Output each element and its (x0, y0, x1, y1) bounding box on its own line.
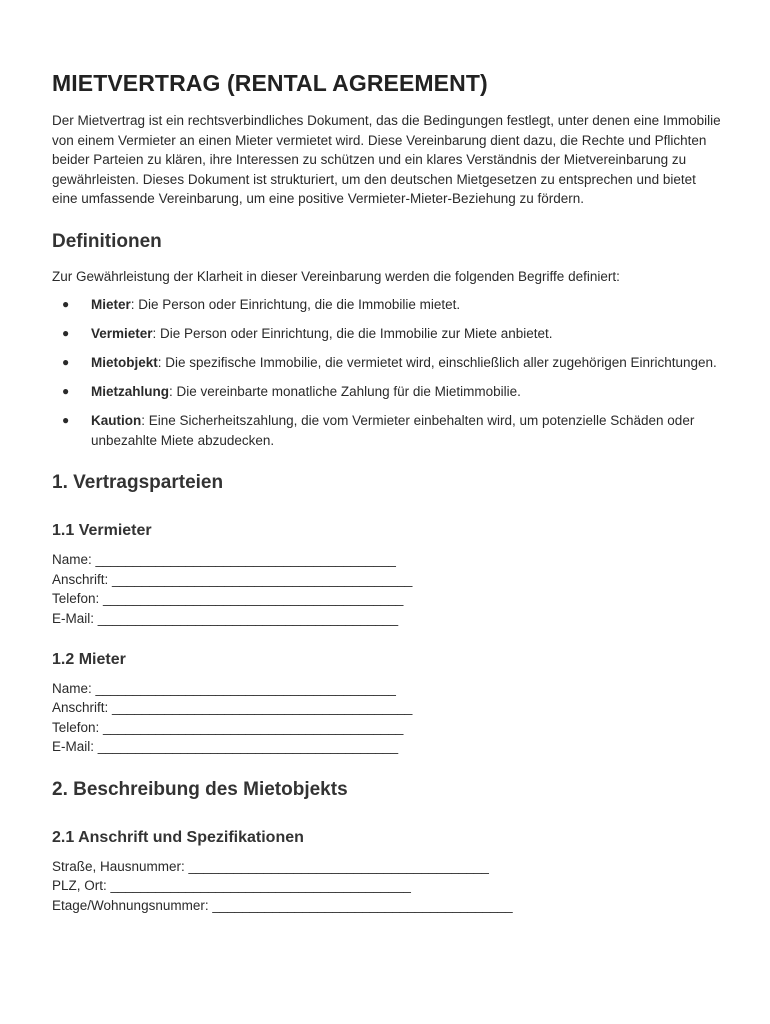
intro-paragraph: Der Mietvertrag ist ein rechtsverbindliches Dokument, das die Bedingungen festlegt, unter denen eine Immobilie von einem Vermieter an einen Mieter vermietet wird. Diese Vereinbarung dient dazu, die Rechte und Pflichten beider Parteien zu klären, ihre Interessen zu schützen und ein klares Verständnis der Mietvereinbarung zu gewährleisten. Dieses Dokument ist strukturiert, um den deutschen Mietgesetzen zu entsprechen und bietet eine umfassende Vereinbarung, um eine positive Vermieter-Mieter-Beziehung zu fördern. (52, 113, 721, 207)
section1-heading: 1. Vertragsparteien (52, 472, 224, 494)
definition-term: Kaution (91, 412, 142, 428)
definition-item (52, 295, 721, 315)
definition-text: : Die spezifische Immobilie, die vermietet wird, einschließlich aller zugehörigen Einrichtungen. (157, 354, 717, 370)
definition-item (52, 324, 721, 344)
tenant-phone-field[interactable]: Telefon: ________________________________________ (52, 719, 404, 735)
definition-term: Mietobjekt (91, 354, 158, 370)
tenant-heading: 1.2 Mieter (52, 650, 126, 668)
landlord-name-field[interactable]: Name: ________________________________________ (52, 552, 396, 568)
tenant-email-field[interactable]: E-Mail: ________________________________________ (52, 739, 399, 755)
definitions-heading: Definitionen (52, 230, 162, 252)
landlord-fields (52, 550, 718, 628)
floor-unit-field[interactable]: Etage/Wohnungsnummer: ________________________________________ (52, 898, 513, 914)
definition-term: Vermieter (91, 325, 153, 341)
definition-item (52, 411, 721, 450)
tenant-fields (52, 679, 718, 757)
property-fields (52, 857, 718, 916)
postal-city-field[interactable]: PLZ, Ort: ________________________________________ (52, 878, 411, 894)
tenant-name-field[interactable]: Name: ________________________________________ (52, 680, 396, 696)
bullet-icon: ● (62, 412, 70, 427)
landlord-heading: 1.1 Vermieter (52, 522, 152, 540)
bullet-icon: ● (62, 325, 70, 340)
bullet-icon: ● (62, 383, 70, 398)
landlord-email-field[interactable]: E-Mail: ________________________________________ (52, 610, 399, 626)
definition-text: : Die Person oder Einrichtung, die die Immobilie mietet. (130, 296, 461, 312)
definitions-list (52, 295, 718, 451)
landlord-address-field[interactable]: Anschrift: ________________________________________ (52, 571, 413, 587)
landlord-phone-field[interactable]: Telefon: ________________________________________ (52, 591, 404, 607)
tenant-address-field[interactable]: Anschrift: ________________________________________ (52, 700, 413, 716)
property-address-heading: 2.1 Anschrift und Spezifikationen (52, 828, 304, 846)
definition-item (52, 353, 721, 373)
definition-term: Mieter (91, 296, 131, 312)
definition-text: : Die Person oder Einrichtung, die die Immobilie zur Miete anbietet. (152, 325, 553, 341)
bullet-icon: ● (62, 296, 70, 311)
definition-item (52, 382, 721, 402)
definition-term: Mietzahlung (91, 383, 169, 399)
document-title: MIETVERTRAG (RENTAL AGREEMENT) (52, 70, 488, 96)
bullet-icon: ● (62, 354, 70, 369)
definition-text: : Eine Sicherheitszahlung, die vom Vermieter einbehalten wird, um potenzielle Schäden oder unbezahlte Miete abzudecken. (91, 412, 695, 448)
section2-heading: 2. Beschreibung des Mietobjekts (52, 778, 348, 800)
definitions-intro: Zur Gewährleistung der Klarheit in dieser Vereinbarung werden die folgenden Begriffe definiert: (52, 268, 620, 284)
definition-text: : Die vereinbarte monatliche Zahlung für die Mietimmobilie. (169, 383, 521, 399)
street-field[interactable]: Straße, Hausnummer: ________________________________________ (52, 858, 489, 874)
